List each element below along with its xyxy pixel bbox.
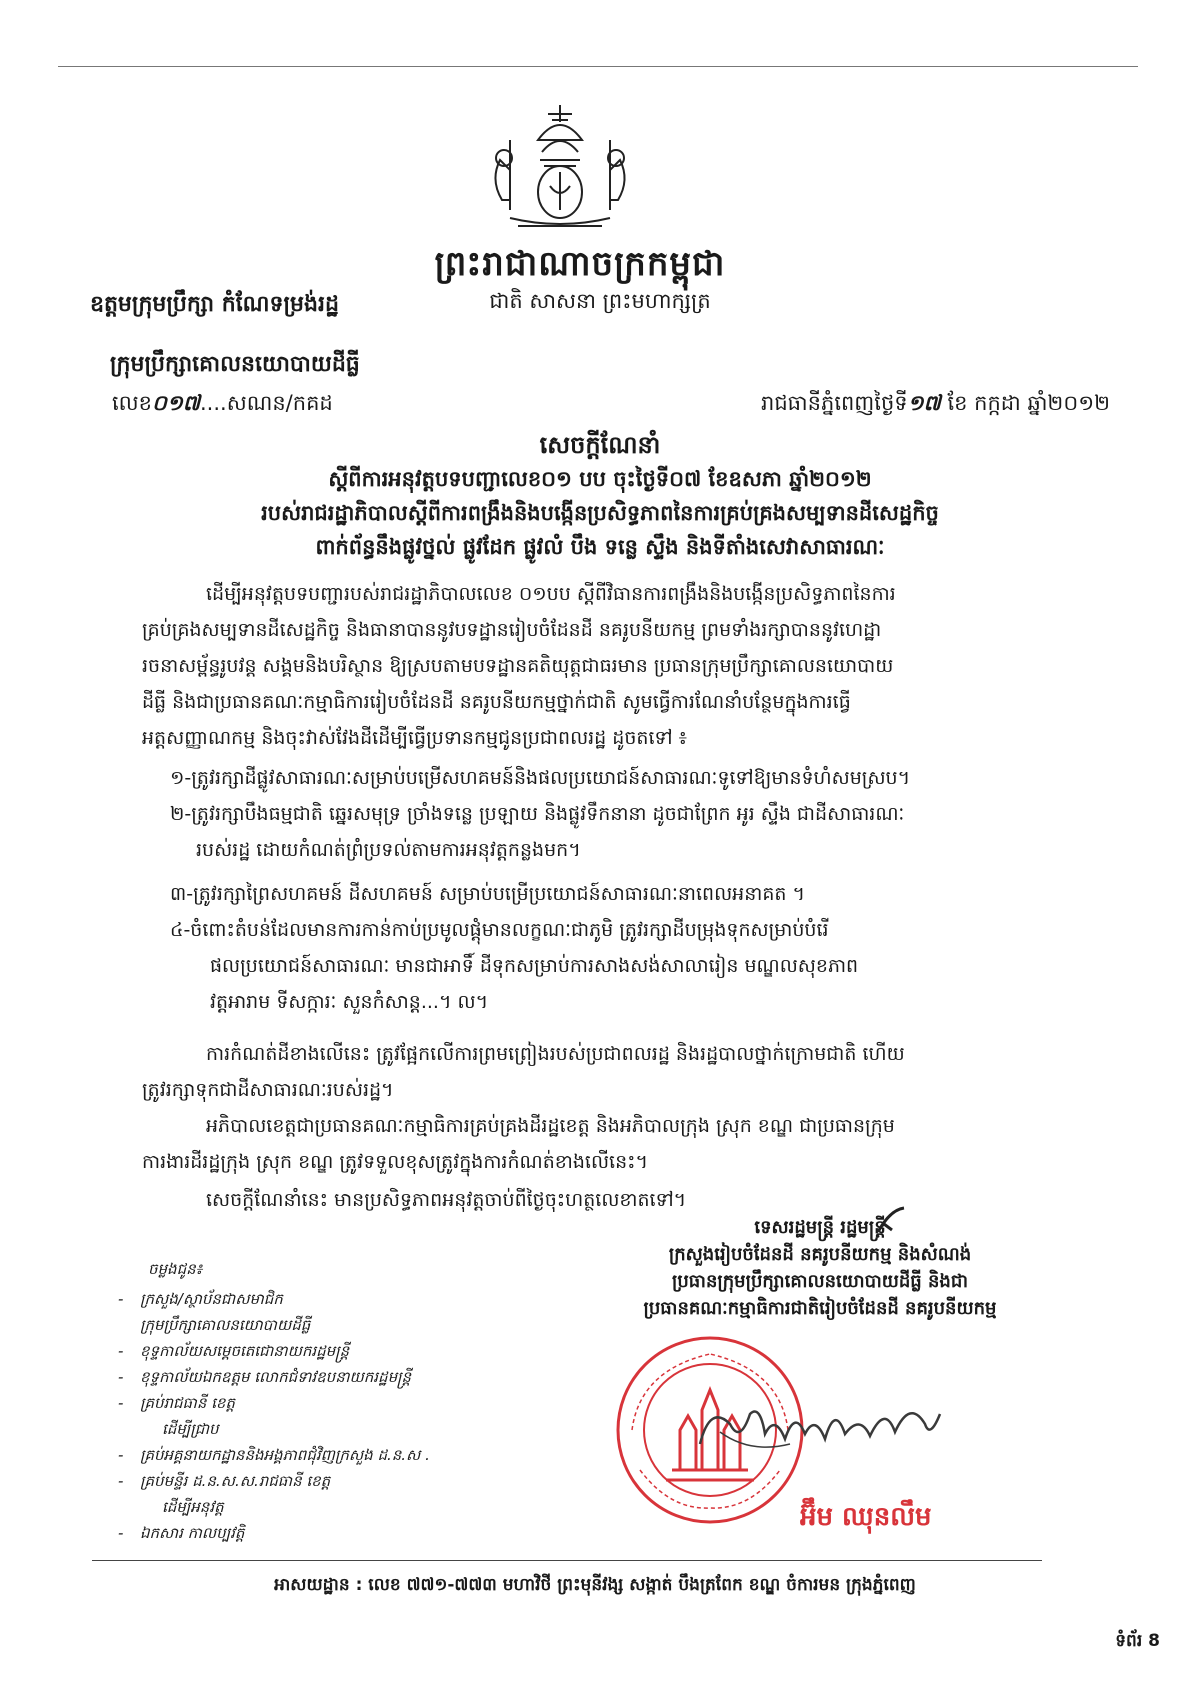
- paragraph-line: ការកំណត់ដីខាងលើនេះ ត្រូវផ្អែកលើការព្រមព្រៀងរបស់ប្រជាពលរដ្ឋ និងរដ្ឋបាលថ្នាក់ក្រោមជាតិ ហើយ: [206, 1043, 905, 1065]
- reference-suffix: ....សណន/កគដ: [200, 391, 333, 415]
- cc-item: - គ្រប់រាជធានី ខេត្ត: [118, 1394, 235, 1412]
- instruction-list: [170, 760, 1110, 1020]
- page-number: ទំព័រ 8: [1115, 1631, 1160, 1651]
- cc-item: - គ្រប់អគ្គនាយកដ្ឋាននិងអង្គភាពជុំវិញក្រសួង ដ.ន.ស .: [118, 1446, 430, 1464]
- list-item: ១-ត្រូវរក្សាដីផ្លូវសាធារណៈសម្រាប់បម្រើសហគមន៍និងផលប្រយោជន៍សាធារណៈទូទៅឱ្យមានទំហំសមស្រប។: [170, 767, 911, 789]
- cc-item: - ក្រសួង/ស្ថាប័នជាសមាជិក: [118, 1290, 283, 1308]
- footer-rule: [92, 1560, 1042, 1561]
- intro-paragraph: [142, 576, 1102, 756]
- intro-line: អត្តសញ្ញាណកម្ម និងចុះវាស់វែងដីដើម្បីធ្វើប្រទានកម្មជូនប្រជាពលរដ្ឋ ដូចតទៅ ៖: [142, 727, 687, 749]
- signature-block: [590, 1214, 1050, 1322]
- title-line-3: ពាក់ព័ន្ធនឹងផ្លូវថ្នល់ ផ្លូវដែក ផ្លូវលំ បឹង ទន្លេ ស្ទឹង និងទីតាំងសេវាសាធារណៈ: [315, 535, 885, 559]
- list-item: ៤-ចំពោះតំបន់ដែលមានការកាន់កាប់ប្រមូលផ្តុំមានលក្ខណៈជាភូមិ ត្រូវរក្សាដីបម្រុងទុកសម្រាប់បំរើ: [170, 919, 829, 941]
- cc-item: - ឯកសារ កាលប្បវត្តិ: [118, 1524, 245, 1542]
- kingdom-title: ព្រះរាជាណាចក្រកម្ពុជា: [434, 244, 726, 284]
- footer-address: អាសយដ្ឋាន : លេខ ៧៧១-៧៧៣ មហាវិថី ព្រះមុនីវង្ស សង្កាត់ បឹងត្រពែក ខណ្ឌ ចំការមន ក្រុងភ្នំពេញ: [274, 1575, 916, 1595]
- document-title: សេចក្តីណែនាំ: [539, 431, 661, 459]
- reference-value: ០១៧: [152, 391, 200, 415]
- intro-line: រចនាសម្ព័ន្ធរូបវន្ត សង្គមនិងបរិស្ថាន ឱ្យស្របតាមបទដ្ឋានគតិយុត្តជាធរមាន ប្រធានក្រុមប្រឹក្សាគោលនយោបាយ: [142, 655, 894, 677]
- initial-mark-icon: [870, 1206, 910, 1236]
- paragraph-line: អភិបាលខេត្តជាប្រធានគណៈកម្មាធិការគ្រប់គ្រងដីរដ្ឋខេត្ត និងអភិបាលក្រុង ស្រុក ខណ្ឌ ជាប្រធានក្រុម: [206, 1115, 895, 1137]
- handwritten-signature-icon: [690, 1384, 950, 1484]
- council-name: ក្រុមប្រឹក្សាគោលនយោបាយដីធ្លី: [110, 352, 360, 377]
- paragraph-line: ការងារដីរដ្ឋក្រុង ស្រុក ខណ្ឌ ត្រូវទទួលខុសត្រូវក្នុងការកំណត់ខាងលើនេះ។: [142, 1151, 649, 1173]
- date-day: ១៧: [907, 391, 941, 415]
- signatory-title-3: ប្រធានក្រុមប្រឹក្សាគោលនយោបាយដីធ្លី និងជា: [672, 1271, 968, 1292]
- date-suffix: ខែ កក្កដា ឆ្នាំ២០១២: [940, 391, 1110, 415]
- intro-line: ដើម្បីអនុវត្តបទបញ្ជារបស់រាជរដ្ឋាភិបាលលេខ ០១បប ស្តីពីវិធានការពង្រឹងនិងបង្កើនប្រសិទ្ធភាពនៃការ: [206, 583, 896, 605]
- signatory-title-4: ប្រធានគណៈកម្មាធិការជាតិរៀបចំដែនដី នគរូបនីយកម្ម: [643, 1298, 997, 1319]
- royal-emblem-icon: [480, 100, 640, 240]
- paragraph-4: សេចក្តីណែនាំនេះ មានប្រសិទ្ធភាពអនុវត្តចាប់ពីថ្ងៃចុះហត្ថលេខាតទៅ។: [206, 1189, 687, 1211]
- intro-line: គ្រប់គ្រងសម្បទានដីសេដ្ឋកិច្ច និងធានាបាននូវបទដ្ឋានរៀបចំដែនដី នគរូបនីយកម្ម ព្រមទាំងរក្សាបាននូវហេដ្ឋា: [142, 619, 882, 641]
- title-line-1: ស្តីពីការអនុវត្តបទបញ្ជាលេខ០១ បប ចុះថ្ងៃទី០៧ ខែឧសភា ឆ្នាំ២០១២: [328, 467, 872, 491]
- title-line-2: របស់រាជរដ្ឋាភិបាលស្តីពីការពង្រឹងនិងបង្កើនប្រសិទ្ធភាពនៃការគ្រប់គ្រងសម្បទានដីសេដ្ឋកិច្ច: [261, 501, 939, 525]
- cc-item: - ខុទ្ទកាល័យសម្តេចតេជោនាយករដ្ឋមន្ត្រី: [118, 1342, 350, 1360]
- reference-number: [112, 390, 392, 421]
- list-item: ផលប្រយោជន៍សាធារណៈ មានជាអាទិ៍ ដីទុកសម្រាប់ការសាងសង់សាលារៀន មណ្ឌលសុខភាព: [210, 955, 859, 977]
- intro-line: ដីធ្លី និងជាប្រធានគណៈកម្មាធិការរៀបចំដែនដី នគរូបនីយកម្មថ្នាក់ជាតិ សូមធ្វើការណែនាំបន្ថែមក្នុងការធ្វើ: [142, 691, 851, 713]
- date-prefix: រាជធានីភ្នំពេញថ្ងៃទី: [761, 391, 908, 415]
- cc-item: ក្រុមប្រឹក្សាគោលនយោបាយដីធ្លី: [140, 1316, 311, 1334]
- top-rule: [58, 66, 1138, 67]
- national-motto: ជាតិ សាសនា ព្រះមហាក្សត្រ: [489, 289, 711, 313]
- paragraph-line: ត្រូវរក្សាទុកជាដីសាធារណៈរបស់រដ្ឋ។: [142, 1079, 394, 1101]
- cc-heading: ចម្លងជូន៖: [148, 1260, 203, 1278]
- cc-item: ដើម្បីជ្រាប: [162, 1420, 219, 1438]
- cc-item: - គ្រប់មន្ទីរ ដ.ន.ស.ស.រាជធានី ខេត្ត: [118, 1472, 331, 1490]
- cc-list: [118, 1256, 538, 1546]
- reference-prefix: លេខ: [112, 391, 152, 415]
- date-line: [650, 390, 1110, 421]
- paragraph-3: [142, 1108, 1102, 1180]
- list-item: ៣-ត្រូវរក្សាព្រៃសហគមន៍ ដីសហគមន៍ សម្រាប់បម្រើប្រយោជន៍សាធារណៈនាពេលអនាគត ។: [170, 883, 806, 905]
- signatory-name: អ៊ឹម ឈុនលឹម: [800, 1502, 932, 1532]
- cc-item: ដើម្បីអនុវត្ត: [162, 1498, 224, 1516]
- list-item: របស់រដ្ឋ ដោយកំណត់ព្រំប្រទល់តាមការអនុវត្តកន្លងមក។: [196, 839, 581, 861]
- office-name: ឧត្តមក្រុមប្រឹក្សា កំណែទម្រង់រដ្ឋ: [90, 292, 339, 317]
- signatory-title-2: ក្រសួងរៀបចំដែនដី នគរូបនីយកម្ម និងសំណង់: [668, 1244, 972, 1265]
- cc-item: - ខុទ្ទកាល័យឯកឧត្តម លោកជំទាវឧបនាយករដ្ឋមន្ត្រី: [118, 1368, 412, 1386]
- signatory-title-1: ទេសរដ្ឋមន្ត្រី រដ្ឋមន្ត្រី: [754, 1217, 886, 1238]
- list-item: ២-ត្រូវរក្សាបឹងធម្មជាតិ ឆ្នេរសមុទ្រ ច្រាំងទន្លេ ប្រឡាយ និងផ្លូវទឹកនានា ដូចជាព្រែក អូរ ស្ទឹង ជាដីសាធារណៈ: [170, 803, 905, 825]
- list-item: វត្តអារាម ទីសក្ការៈ សួនកំសាន្ត...។ ល។: [210, 991, 489, 1013]
- paragraph-2: [142, 1036, 1102, 1108]
